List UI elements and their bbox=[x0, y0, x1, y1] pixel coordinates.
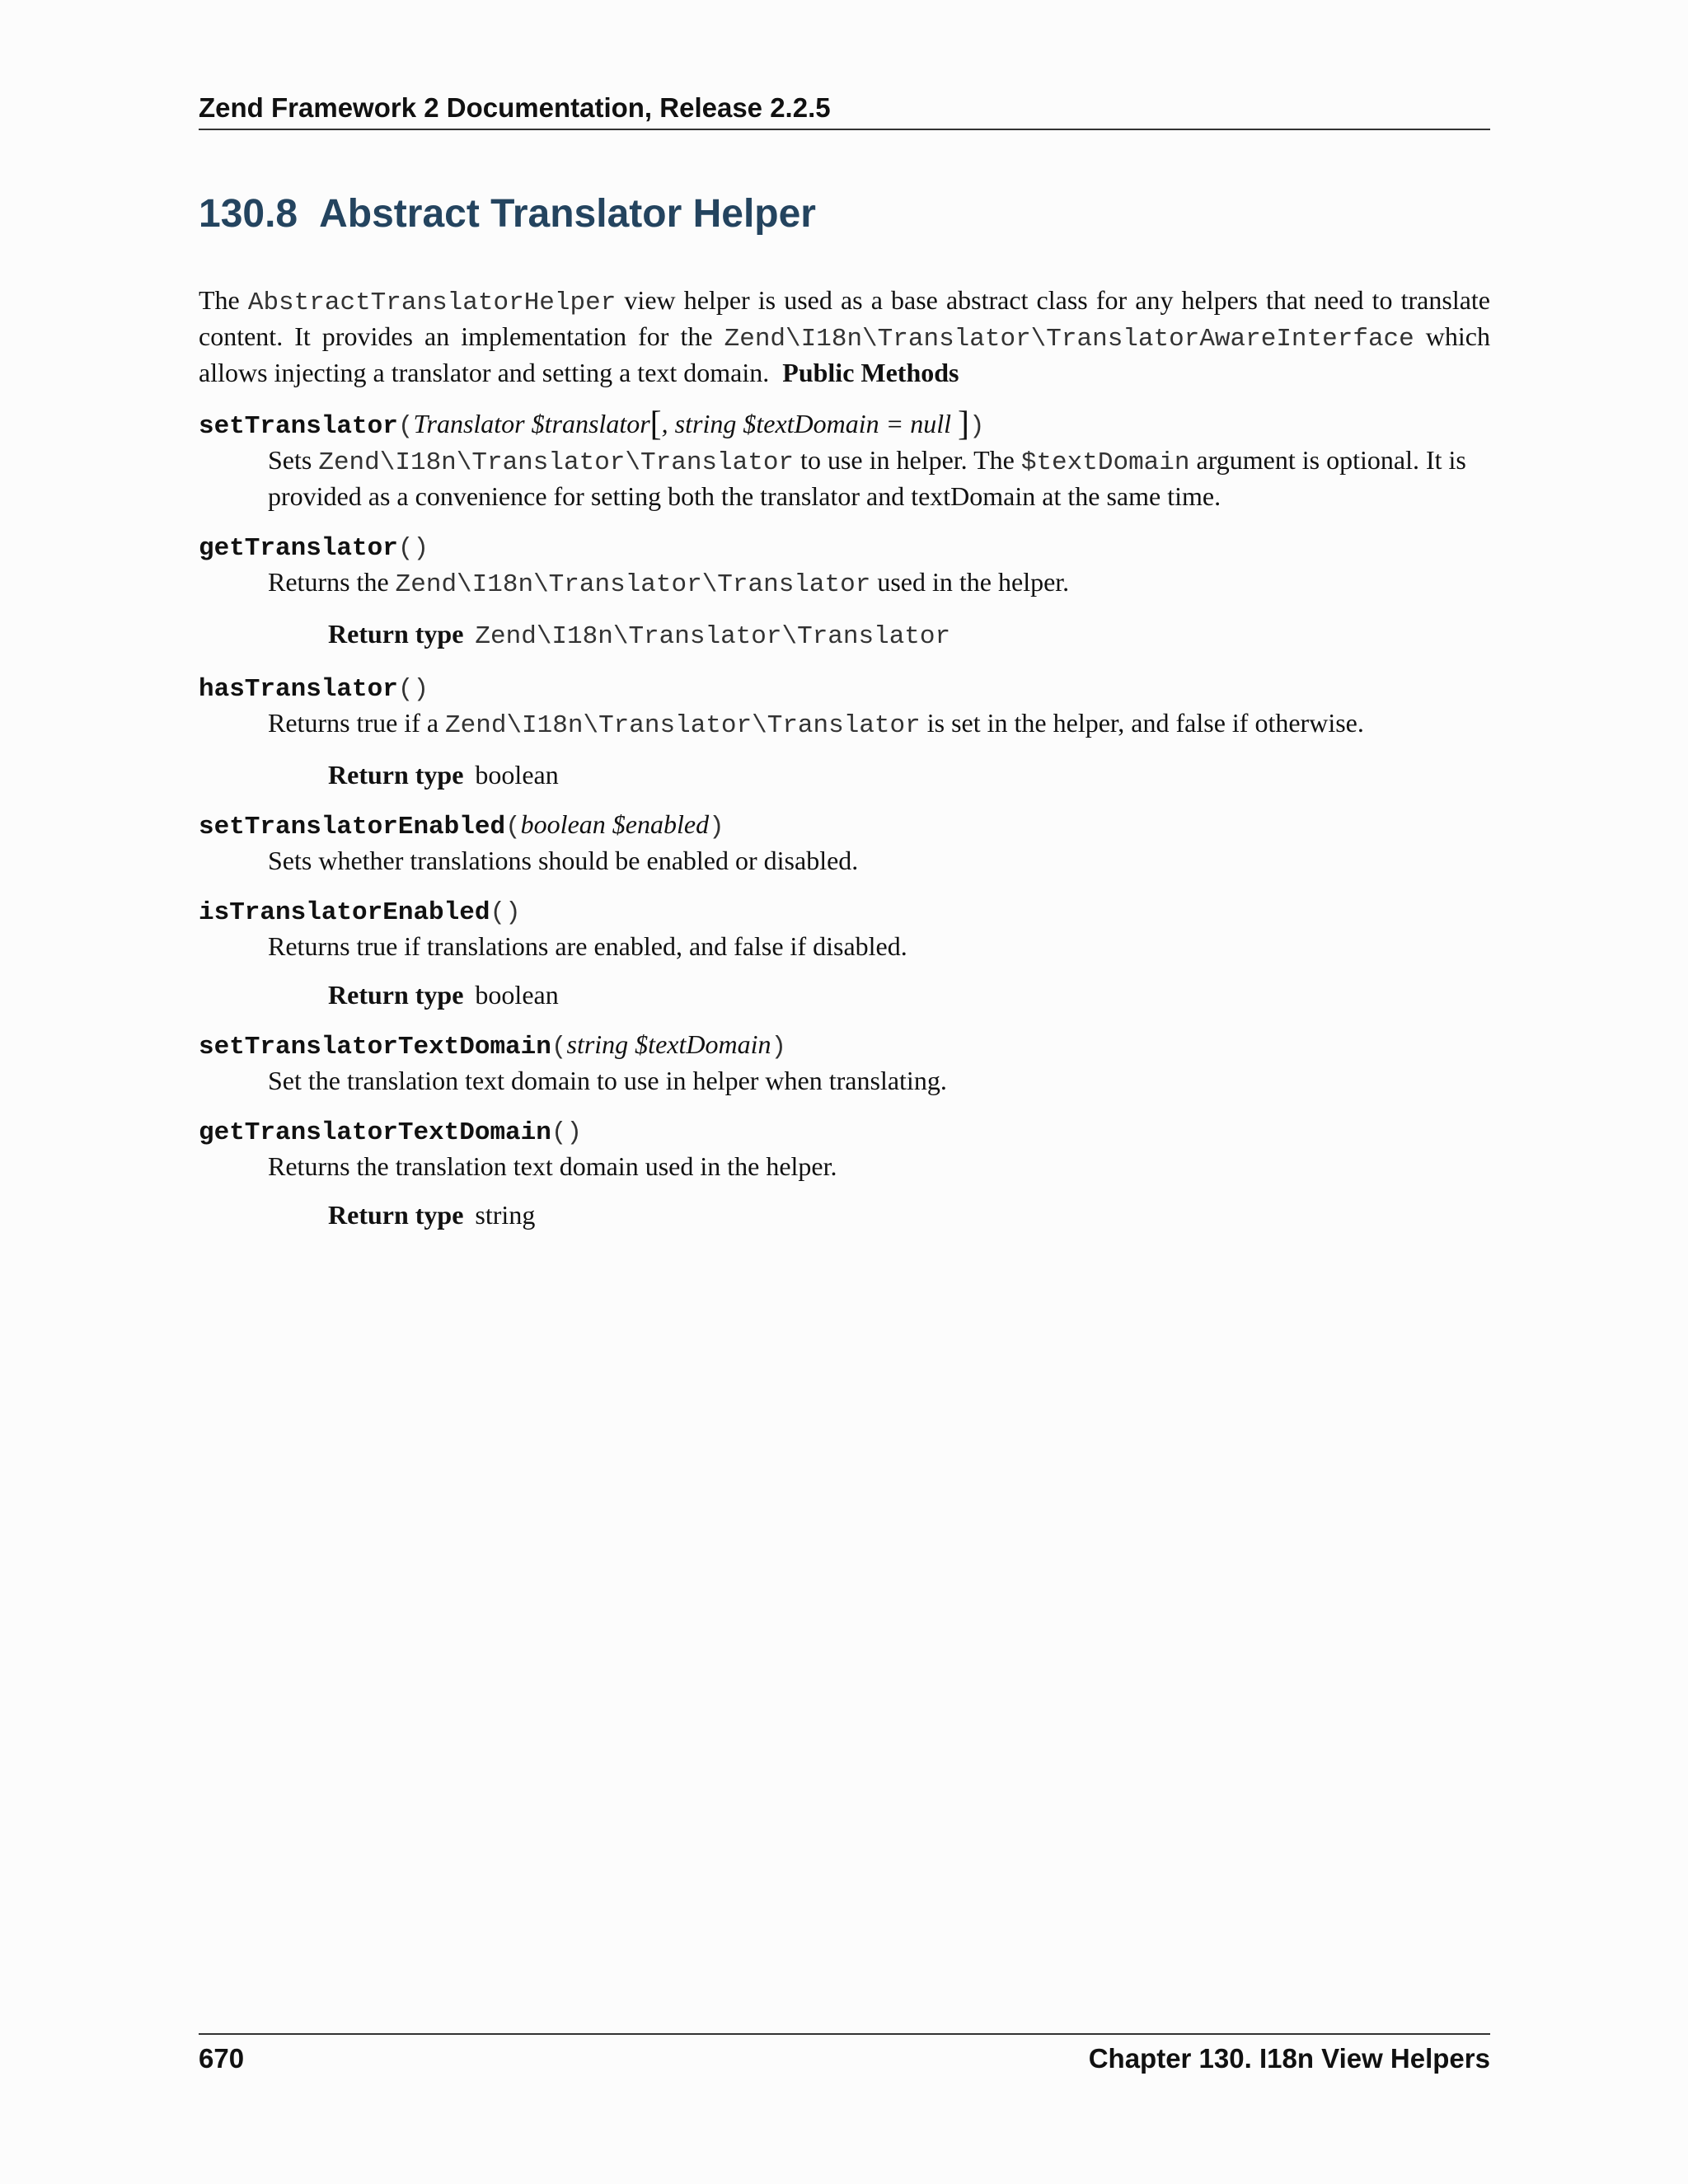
method-istranslatorenabled bbox=[199, 893, 1490, 1011]
method-settranslatortextdomain bbox=[199, 1028, 1490, 1097]
return-type-label: Return type bbox=[328, 1200, 464, 1230]
return-type-value: Zend\I18n\Translator\Translator bbox=[475, 622, 951, 651]
method-signature: hasTranslator() bbox=[199, 675, 429, 704]
method-settranslatorenabled bbox=[199, 808, 1490, 877]
code-class: Zend\I18n\Translator\Translator bbox=[395, 570, 871, 599]
method-description: Returns the Zend\I18n\Translator\Translator used in the helper. bbox=[268, 567, 1070, 599]
method-name: setTranslatorTextDomain bbox=[199, 1033, 551, 1062]
method-argument: string $textDomain bbox=[566, 1029, 771, 1059]
page-content bbox=[199, 284, 1490, 1248]
return-type bbox=[328, 1198, 1490, 1231]
method-description: Returns the translation text domain used in the helper. bbox=[268, 1151, 837, 1181]
method-description: Returns true if a Zend\I18n\Translator\Translator is set in the helper, and false if otherwise. bbox=[268, 708, 1364, 740]
method-gettranslator bbox=[199, 529, 1490, 654]
public-methods-label: Public Methods bbox=[782, 358, 959, 387]
method-signature: setTranslatorTextDomain(string $textDomain) bbox=[199, 1029, 787, 1062]
method-name: hasTranslator bbox=[199, 675, 398, 704]
page-header bbox=[199, 92, 1490, 130]
return-type bbox=[328, 617, 1490, 654]
code-class: Zend\I18n\Translator\Translator bbox=[445, 711, 921, 740]
method-signature: getTranslatorTextDomain() bbox=[199, 1118, 583, 1147]
return-type-label: Return type bbox=[328, 980, 464, 1010]
method-signature: setTranslatorEnabled(boolean $enabled) bbox=[199, 809, 724, 841]
page-footer bbox=[199, 2033, 1490, 2074]
chapter-title: Chapter 130. I18n View Helpers bbox=[1088, 2043, 1490, 2074]
method-name: setTranslator bbox=[199, 412, 398, 441]
method-description: Sets whether translations should be enabled or disabled. bbox=[268, 846, 859, 875]
section-heading bbox=[199, 191, 1490, 237]
section-number: 130.8 bbox=[199, 192, 298, 236]
return-type bbox=[328, 978, 1490, 1011]
intro-text-3: which allows injecting a translator and setting a text domain. bbox=[199, 321, 1491, 387]
method-optional-argument: , string $textDomain = null bbox=[661, 409, 952, 438]
document-title: Zend Framework 2 Documentation, Release 2.2.5 bbox=[199, 92, 831, 123]
class-name-code: AbstractTranslatorHelper bbox=[247, 288, 617, 317]
return-type-value: string bbox=[475, 1200, 536, 1230]
code-class: Zend\I18n\Translator\Translator bbox=[318, 448, 795, 477]
interface-name-code: Zend\I18n\Translator\TranslatorAwareInterface bbox=[724, 325, 1414, 354]
method-signature: setTranslator(Translator $translator[, string $textDomain = null ]) bbox=[199, 405, 985, 443]
method-name: isTranslatorEnabled bbox=[199, 898, 490, 927]
method-gettranslatortextdomain bbox=[199, 1113, 1490, 1231]
intro-paragraph bbox=[199, 284, 1490, 389]
section-title: Abstract Translator Helper bbox=[319, 192, 816, 236]
method-settranslator bbox=[199, 405, 1490, 513]
method-name: getTranslatorTextDomain bbox=[199, 1118, 551, 1147]
method-argument: Translator $translator bbox=[413, 409, 650, 438]
return-type-label: Return type bbox=[328, 760, 464, 790]
method-description: Sets Zend\I18n\Translator\Translator to use in helper. The $textDomain argument is optional. It is provided as a convenience for setting both the translator and textDomain at the same time. bbox=[268, 445, 1466, 511]
method-name: getTranslator bbox=[199, 534, 398, 563]
method-name: setTranslatorEnabled bbox=[199, 813, 506, 841]
method-hastranslator bbox=[199, 670, 1490, 791]
method-description: Set the translation text domain to use in helper when translating. bbox=[268, 1066, 947, 1095]
method-signature: isTranslatorEnabled() bbox=[199, 898, 521, 927]
method-signature: getTranslator() bbox=[199, 534, 429, 563]
return-type-label: Return type bbox=[328, 619, 464, 649]
return-type-value: boolean bbox=[475, 760, 559, 790]
method-argument: boolean $enabled bbox=[520, 809, 710, 839]
page-number: 670 bbox=[199, 2043, 245, 2074]
return-type-value: boolean bbox=[475, 980, 559, 1010]
return-type bbox=[328, 758, 1490, 791]
intro-text-1: The bbox=[199, 285, 248, 315]
method-description: Returns true if translations are enabled, and false if disabled. bbox=[268, 931, 907, 961]
code-variable: $textDomain bbox=[1020, 448, 1190, 477]
intro-text-2: view helper is used as a base abstract class for any helpers that need to translate content. It provides an implementation for the bbox=[199, 285, 1490, 351]
